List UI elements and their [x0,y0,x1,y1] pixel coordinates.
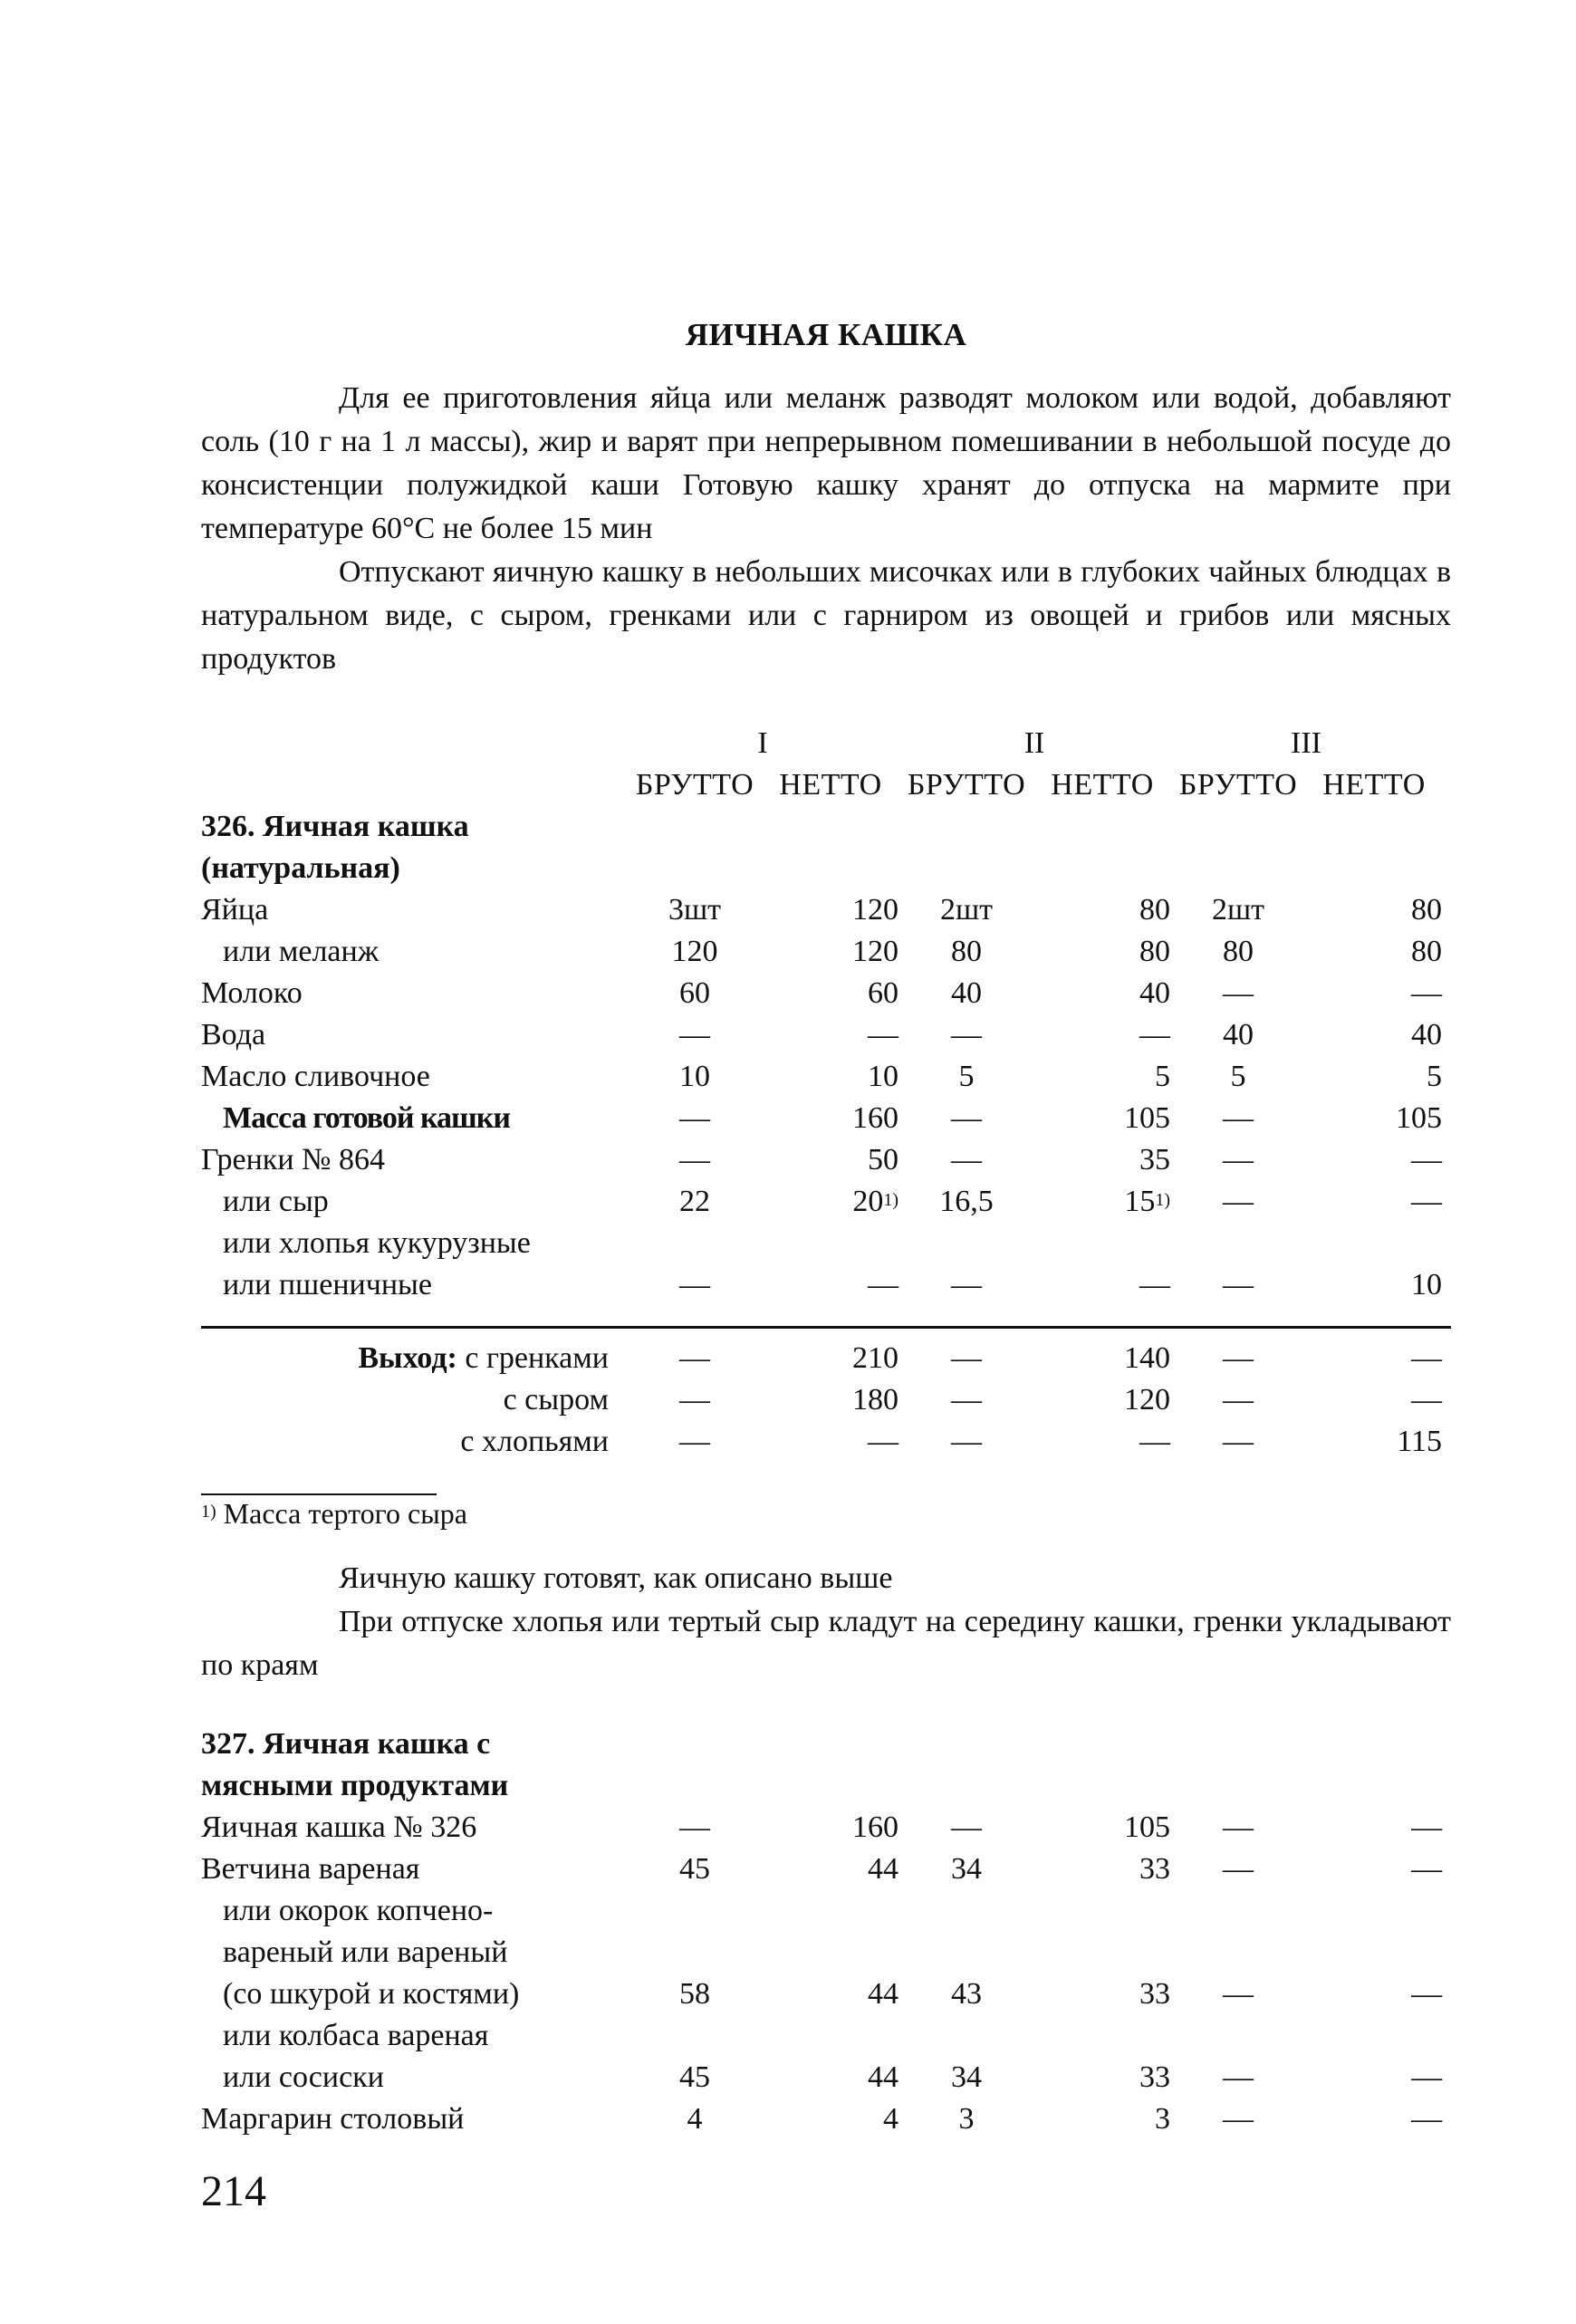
column-header: БРУТТО [1178,768,1298,802]
cell-value: — [1411,1383,1442,1416]
cell-value: 140 [1124,1341,1170,1375]
footnote-mark: 1) [883,1190,899,1210]
table-row [201,973,1442,1014]
cell-value [1170,889,1306,931]
cell-text: 4 [883,2102,899,2136]
column-group-2: II [1023,726,1045,760]
cell-value [763,889,899,931]
cell-value [627,1807,763,1849]
cell-text: 43 [951,1977,982,2011]
cell-value [763,973,899,1014]
table-row [201,1056,1442,1098]
cell-text: 105 [1396,1101,1443,1135]
intro-paragraph-2: Отпускают яичную кашку в небольших мисочках или в глубоких чайных блюдцах в натуральном виде, с сыром, гренками или с гарниром из овощей и грибов или мясных продуктов [201,555,1451,676]
cell-text: 3 [958,2102,975,2136]
cell-value [899,1807,1034,1849]
cell-value [763,1139,899,1181]
footnote [201,1495,1451,1532]
cell-text: 16,5 [939,1185,994,1218]
ingredient-name: Ветчина вареная [201,1852,420,1886]
table-row [201,1181,1442,1223]
cell-value [763,2098,899,2140]
ingredient-name: или сосиски [223,2060,384,2094]
ingredient-name: Маргарин столовый [201,2102,465,2136]
cell-value: 210 [852,1341,899,1375]
cell-text: 2шт [1211,893,1265,927]
cell-value [1306,889,1442,931]
cell-text: 40 [1223,1018,1254,1052]
cell-text: 80 [1139,893,1171,927]
cell-text: — [1411,1810,1443,1844]
cell-value [763,1056,899,1098]
cell-text: — [1223,1268,1254,1301]
cell-text: — [1223,1101,1254,1135]
cell-text: — [679,1810,710,1844]
cell-value [627,1056,763,1098]
cell-text: 3 [1155,2102,1170,2136]
cell-text: 80 [1411,893,1443,927]
cell-text: 40 [1411,1018,1443,1052]
table-row [201,1014,1442,1056]
cell-text: 33 [1139,1852,1170,1886]
cell-text: — [868,1018,899,1052]
cell-value [1306,1807,1442,1849]
ingredient-name: Яйца [201,893,269,927]
ingredient-name: или пшеничные [223,1268,432,1301]
cell-value: — [679,1425,710,1458]
output-variant: с сыром [503,1383,609,1416]
cell-value [1306,1056,1442,1098]
cell-text: 5 [1230,1060,1246,1093]
column-header: НЕТТО [779,768,882,802]
output-name [201,1379,627,1421]
footnote-text: Масса тертого сыра [223,1497,467,1530]
cell-value [899,2015,1034,2057]
cell-value [1306,2015,1442,2057]
cell-value [1306,1890,1442,1932]
cell-value [627,889,763,931]
cell-value [627,1973,763,2015]
cell-text: 80 [951,935,983,968]
cell-value [1170,1098,1306,1139]
table-row [201,1849,1442,1890]
table-row [201,2098,1442,2140]
cell-value [899,973,1034,1014]
cell-value [1170,2098,1306,2140]
cell-text: — [951,1101,983,1135]
cell-value [1034,1890,1170,1932]
cell-value [1306,1139,1442,1181]
cell-value [899,2098,1034,2140]
cell-value [763,2057,899,2098]
recipe-326-rows [201,889,1442,1306]
cell-text: 50 [868,1143,899,1176]
cell-value: — [1223,1383,1254,1416]
cell-text: 34 [951,2060,982,2094]
cell-value [763,2015,899,2057]
cell-value [627,1139,763,1181]
cell-text: — [1411,976,1443,1010]
output-rows [201,1338,1442,1463]
table-row [201,1890,1442,1932]
cell-text: — [679,1101,710,1135]
cell-value [1170,1890,1306,1932]
cell-value: — [1139,1425,1170,1458]
cell-value: — [679,1383,710,1416]
cell-text: — [1411,1977,1443,2011]
cell-value [627,2015,763,2057]
cell-value: — [1223,1341,1254,1375]
cell-value [627,1890,763,1932]
cell-value [763,1223,899,1264]
cell-value [899,1139,1034,1181]
cell-value [763,1890,899,1932]
cell-value [1306,1849,1442,1890]
cell-value: — [1223,1425,1254,1458]
ingredient-name: (со шкурой и костями) [223,1977,520,2011]
cell-text: 80 [1411,935,1443,968]
table-row [201,1223,1442,1264]
table-row [201,931,1442,973]
output-variant: с хлопьями [460,1425,609,1458]
column-header: БРУТТО [635,768,754,802]
cell-text: — [1223,1977,1254,2011]
cell-value [899,931,1034,973]
cell-value [1034,973,1170,1014]
cell-value [899,1181,1034,1223]
cell-value [1306,2057,1442,2098]
cell-value [627,1181,763,1223]
cell-value [627,931,763,973]
cell-text: — [1139,1268,1171,1301]
cell-value [1034,1098,1170,1139]
cell-value [763,1014,899,1056]
column-group-1: I [757,726,768,760]
cell-value [763,1932,899,1973]
cell-text: 80 [1223,935,1254,968]
cell-text: 105 [1124,1810,1170,1844]
cell-text: — [951,1018,983,1052]
cell-text: 4 [687,2102,703,2136]
cell-value [627,973,763,1014]
cell-text: 45 [679,2060,710,2094]
cell-value [763,1181,899,1223]
ingredient-name: Масса готовой кашки [223,1101,510,1135]
table-divider [201,1326,1451,1329]
cell-value [899,1849,1034,1890]
cell-text: 10 [868,1060,899,1093]
cell-value [1306,973,1442,1014]
cell-text: 40 [951,976,983,1010]
cell-value [1170,1973,1306,2015]
cell-text: 160 [852,1101,899,1135]
ingredient-name: Гренки № 864 [201,1143,385,1176]
cell-text: 34 [951,1852,982,1886]
cell-text: 5 [1427,1060,1443,1093]
cell-text: — [679,1268,710,1301]
cell-value [627,2057,763,2098]
page [201,317,1451,2140]
cell-value [899,2057,1034,2098]
cell-value [1306,1973,1442,2015]
cell-value [1034,1181,1170,1223]
cell-value [1034,1807,1170,1849]
table-row [201,1264,1442,1306]
cell-value: 120 [1124,1383,1170,1416]
cell-value [899,1014,1034,1056]
output-row [201,1379,1442,1421]
cell-value [1034,1014,1170,1056]
mid-paragraph-1: Яичную кашку готовят, как описано выше [339,1561,893,1595]
cell-text: 3шт [668,893,722,927]
cell-value [1034,931,1170,973]
cell-value [899,1264,1034,1306]
output-label: Выход: [358,1341,457,1375]
cell-text: 105 [1124,1101,1171,1135]
cell-text: 45 [679,1852,710,1886]
recipe-title: 327. Яичная кашка с [201,1727,491,1761]
ingredient-name: Молоко [201,976,303,1010]
cell-text: 58 [679,1977,710,2011]
cell-value [1170,2057,1306,2098]
column-header: БРУТТО [907,768,1026,802]
cell-value [1034,2015,1170,2057]
cell-text: 33 [1139,1977,1170,2011]
cell-value: — [679,1341,710,1375]
cell-value [1034,1973,1170,2015]
cell-value [1306,1932,1442,1973]
cell-text: — [1223,1185,1254,1218]
ingredient-name: или сыр [223,1185,329,1218]
cell-text: 160 [852,1810,899,1844]
cell-text: 120 [852,935,899,968]
cell-text: 35 [1139,1143,1171,1176]
cell-value [899,1223,1034,1264]
cell-text: — [951,1268,983,1301]
cell-value [627,1264,763,1306]
cell-value [1170,1849,1306,1890]
cell-value [763,1849,899,1890]
table-row [201,889,1442,931]
column-header: НЕТТО [1322,768,1426,802]
cell-value [1170,2015,1306,2057]
mid-paragraph-2: При отпуске хлопья или тертый сыр кладут на середину кашки, гренки укладывают по краям [201,1605,1451,1682]
cell-value [1306,1223,1442,1264]
cell-text: 60 [868,976,899,1010]
cell-value [627,1098,763,1139]
cell-value [1306,931,1442,973]
table-row [201,2057,1442,2098]
cell-value [899,1932,1034,1973]
cell-value [763,1264,899,1306]
cell-value: — [951,1425,982,1458]
recipe-subtitle: (натуральная) [201,851,400,885]
cell-value [1034,1264,1170,1306]
column-header: НЕТТО [1051,768,1154,802]
ingredient-name: или окорок копчено- [223,1894,494,1927]
cell-text: — [951,1143,983,1176]
cell-text: — [1223,2060,1254,2094]
cell-text: 22 [679,1185,710,1218]
cell-value: — [951,1341,982,1375]
cell-text: — [951,1810,982,1844]
cell-text: — [1223,1852,1254,1886]
cell-value [763,931,899,973]
cell-value [1034,1139,1170,1181]
table-row [201,2015,1442,2057]
cell-value: 115 [1397,1425,1442,1458]
cell-text: 120 [852,893,899,927]
cell-value [1034,889,1170,931]
ingredient-name: или колбаса вареная [223,2019,489,2052]
cell-value [1034,1932,1170,1973]
cell-text: — [1223,1143,1254,1176]
recipe-327-table [201,1724,1442,2140]
cell-text: — [679,1143,710,1176]
cell-value [1170,1264,1306,1306]
output-row [201,1421,1442,1463]
cell-value [1170,1807,1306,1849]
cell-value [627,1223,763,1264]
cell-value [1170,931,1306,973]
ingredient-name: вареный или вареный [223,1935,508,1969]
table-row [201,1139,1442,1181]
ingredient-name: Вода [201,1018,266,1052]
cell-value [1170,973,1306,1014]
cell-value [1034,2057,1170,2098]
table-row [201,1807,1442,1849]
ingredient-name: Масло сливочное [201,1060,430,1093]
section-title: ЯИЧНАЯ КАШКА [685,317,967,352]
output-name [201,1421,627,1463]
output-name [201,1338,627,1379]
cell-text: — [679,1018,710,1052]
cell-text: 44 [868,1852,899,1886]
footnote-mark: 1) [1155,1190,1171,1210]
cell-text: 20 [852,1185,884,1218]
cell-value [1034,1223,1170,1264]
table-row [201,1932,1442,1973]
cell-text: — [1411,2102,1443,2136]
cell-text: — [1223,976,1254,1010]
ingredient-name: или меланж [223,935,380,968]
recipe-subtitle: мясными продуктами [201,1769,509,1802]
cell-value [763,1807,899,1849]
cell-value [1170,1223,1306,1264]
cell-text: 44 [868,1977,899,2011]
cell-value [1034,1056,1170,1098]
column-group-3: III [1291,726,1321,760]
cell-value [1034,2098,1170,2140]
cell-value [899,1973,1034,2015]
recipe-title: 326. Яичная кашка [201,810,469,843]
cell-text: 10 [679,1060,710,1093]
cell-value: — [1411,1341,1442,1375]
table-row [201,1973,1442,2015]
cell-text: — [1411,2060,1443,2094]
cell-value [627,2098,763,2140]
cell-value: 180 [852,1383,899,1416]
cell-text: 120 [671,935,718,968]
cell-value [1306,1014,1442,1056]
cell-text: 40 [1139,976,1171,1010]
cell-value [899,1890,1034,1932]
cell-text: — [1139,1018,1171,1052]
cell-value: — [868,1425,899,1458]
cell-text: — [1411,1143,1443,1176]
cell-text: 44 [868,2060,899,2094]
cell-value [1306,1264,1442,1306]
recipe-327-rows [201,1807,1442,2140]
cell-value [627,1932,763,1973]
cell-value [899,889,1034,931]
cell-value [1306,1181,1442,1223]
cell-value [1170,1014,1306,1056]
cell-text: 2шт [939,893,994,927]
cell-text: — [1223,1810,1254,1844]
cell-value [1306,2098,1442,2140]
cell-text: — [1411,1852,1443,1886]
cell-value [1034,1849,1170,1890]
cell-value: — [951,1383,982,1416]
output-row [201,1338,1442,1379]
cell-value [763,1098,899,1139]
ingredient-name: или хлопья кукурузные [223,1226,531,1260]
cell-value [1170,1139,1306,1181]
cell-value [1170,1056,1306,1098]
cell-text: 80 [1139,935,1171,968]
page-number: 214 [201,2167,266,2215]
cell-value [1306,1098,1442,1139]
table-row [201,1098,1442,1139]
recipe-326-table [201,723,1442,1306]
output-table [201,1338,1442,1463]
cell-text: — [1411,1185,1443,1218]
cell-value [899,1098,1034,1139]
footnote-mark: 1) [201,1502,216,1522]
cell-value [627,1014,763,1056]
cell-text: 33 [1139,2060,1170,2094]
intro-paragraph-1: Для ее приготовления яйца или меланж разводят молоком или водой, добавляют соль (10 г на 1 л массы), жир и варят при непрерывном помешивании в небольшой посуде до консистенции полужидкой каши Готовую кашку хранят до отпуска на мармите при температуре 60°C не более 15 мин [201,381,1451,545]
cell-text: 5 [1155,1060,1171,1093]
cell-value [1170,1181,1306,1223]
cell-text: — [868,1268,899,1301]
cell-value [627,1849,763,1890]
cell-text: — [1223,2102,1254,2136]
ingredient-name: Яичная кашка № 326 [201,1810,477,1844]
cell-value [1170,1932,1306,1973]
cell-text: 60 [679,976,710,1010]
cell-text: 5 [958,1060,975,1093]
cell-text: 15 [1124,1185,1156,1218]
cell-value [899,1056,1034,1098]
cell-value [763,1973,899,2015]
output-variant: с гренками [465,1341,609,1375]
cell-text: 10 [1411,1268,1443,1301]
